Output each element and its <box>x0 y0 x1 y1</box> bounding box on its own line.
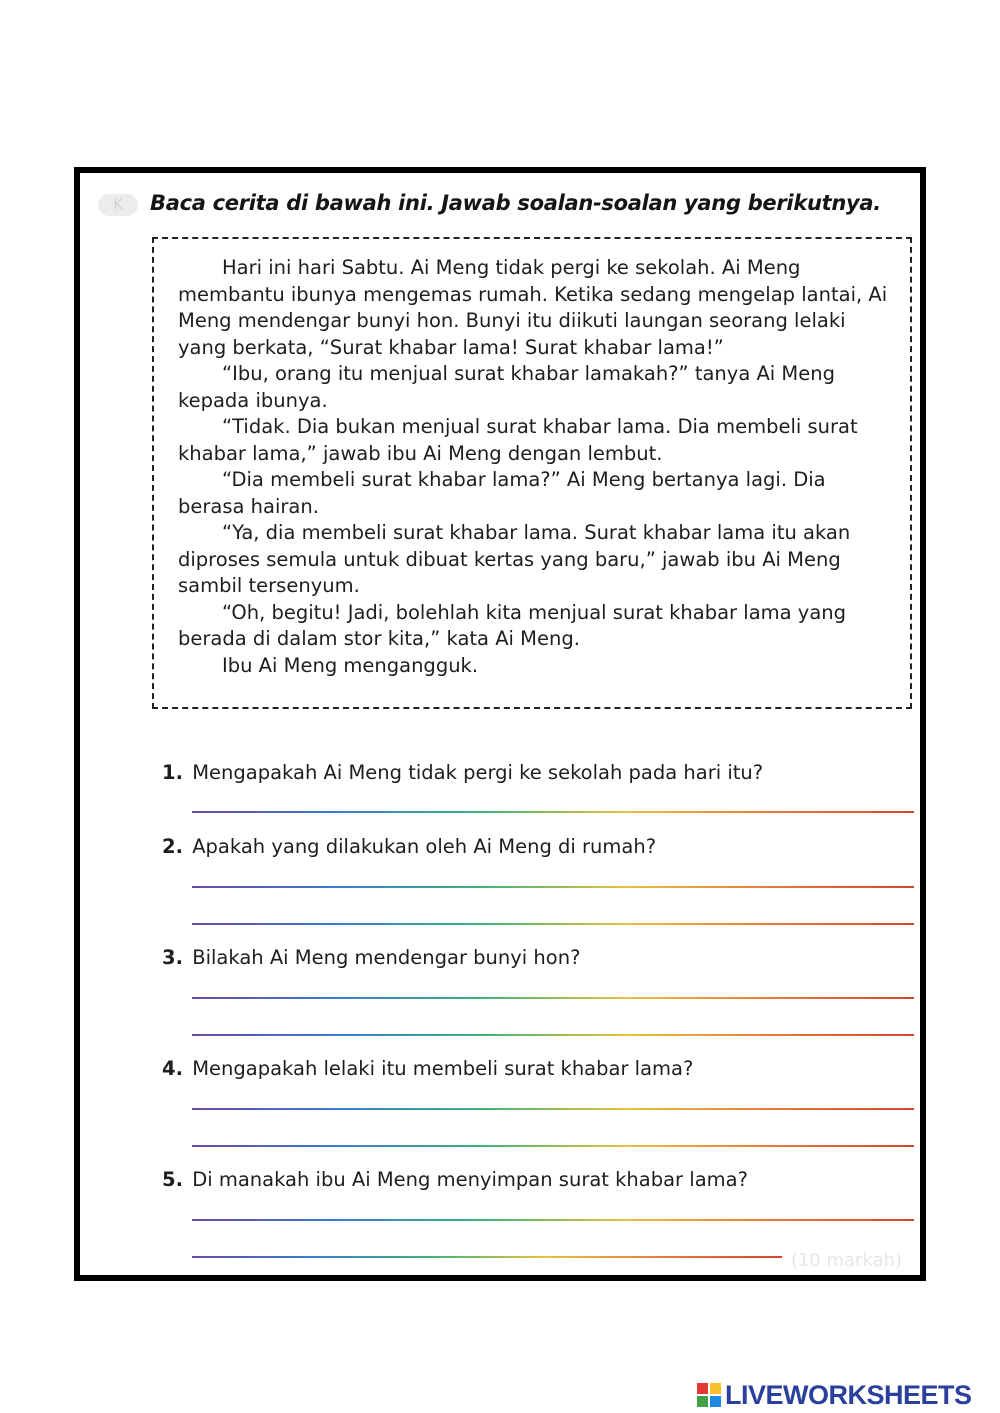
story-paragraph: Ibu Ai Meng mengangguk. <box>222 653 479 677</box>
question-text: Mengapakah lelaki itu membeli surat khabar lama? <box>192 1057 694 1080</box>
question-number: 1. <box>162 761 183 784</box>
question-number: 5. <box>162 1168 183 1191</box>
question-1 <box>162 761 763 784</box>
story-paragraph: “Oh, begitu! Jadi, bolehlah kita menjual surat khabar lama yang berada di dalam stor kita,” kata Ai Meng. <box>178 600 847 650</box>
answer-line-3b[interactable] <box>192 1034 914 1036</box>
logo-square <box>710 1396 721 1407</box>
question-number: 2. <box>162 835 183 858</box>
question-text: Bilakah Ai Meng mendengar bunyi hon? <box>192 946 581 969</box>
question-number: 3. <box>162 946 183 969</box>
question-3 <box>162 946 580 969</box>
story-paragraph: “Ya, dia membeli surat khabar lama. Surat khabar lama itu akan diproses semula untuk dibuat kertas yang baru,” jawab ibu Ai Meng sambil tersenyum. <box>178 521 851 597</box>
answer-line-1a[interactable] <box>192 811 914 813</box>
answer-line-5b[interactable] <box>192 1256 782 1258</box>
instruction-text: Baca cerita di bawah ini. Jawab soalan-soalan yang berikutnya. <box>150 191 881 215</box>
story-box <box>152 237 912 709</box>
answer-line-4a[interactable] <box>192 1108 914 1110</box>
story-paragraph: “Dia membeli surat khabar lama?” Ai Meng bertanya lagi. Dia berasa hairan. <box>178 468 826 518</box>
logo-square <box>710 1383 721 1394</box>
question-text: Mengapakah Ai Meng tidak pergi ke sekolah pada hari itu? <box>192 761 764 784</box>
question-number: 4. <box>162 1057 183 1080</box>
answer-line-5a[interactable] <box>192 1219 914 1221</box>
story-paragraph: Hari ini hari Sabtu. Ai Meng tidak pergi ke sekolah. Ai Meng membantu ibunya mengemas rumah. Ketika sedang mengelap lantai, Ai Meng mendengar bunyi hon. Bunyi itu diikuti laungan seorang lelaki yang berkata, “Surat khabar lama! Surat khabar lama!” <box>178 256 888 359</box>
answer-line-4b[interactable] <box>192 1145 914 1147</box>
marks-label: (10 markah) <box>790 1250 902 1271</box>
story-paragraph: “Tidak. Dia bukan menjual surat khabar lama. Dia membeli surat khabar lama,” jawab ibu Ai Meng dengan lembut. <box>178 415 858 465</box>
worksheet-frame <box>74 167 926 1281</box>
question-text: Di manakah ibu Ai Meng menyimpan surat khabar lama? <box>192 1168 748 1191</box>
logo-icon <box>697 1383 721 1407</box>
story-paragraph: “Ibu, orang itu menjual surat khabar lamakah?” tanya Ai Meng kepada ibunya. <box>178 362 835 412</box>
logo-square <box>697 1396 708 1407</box>
question-4 <box>162 1057 693 1080</box>
question-2 <box>162 835 656 858</box>
question-text: Apakah yang dilakukan oleh Ai Meng di rumah? <box>192 835 657 858</box>
brand-name: LIVEWORKSHEETS <box>725 1379 972 1410</box>
liveworksheets-logo <box>697 1380 972 1410</box>
answer-line-3a[interactable] <box>192 997 914 999</box>
logo-square <box>697 1383 708 1394</box>
answer-line-2a[interactable] <box>192 886 914 888</box>
answer-line-2b[interactable] <box>192 923 914 925</box>
section-label: K <box>98 194 138 216</box>
story-text <box>178 255 888 679</box>
question-5 <box>162 1168 748 1191</box>
